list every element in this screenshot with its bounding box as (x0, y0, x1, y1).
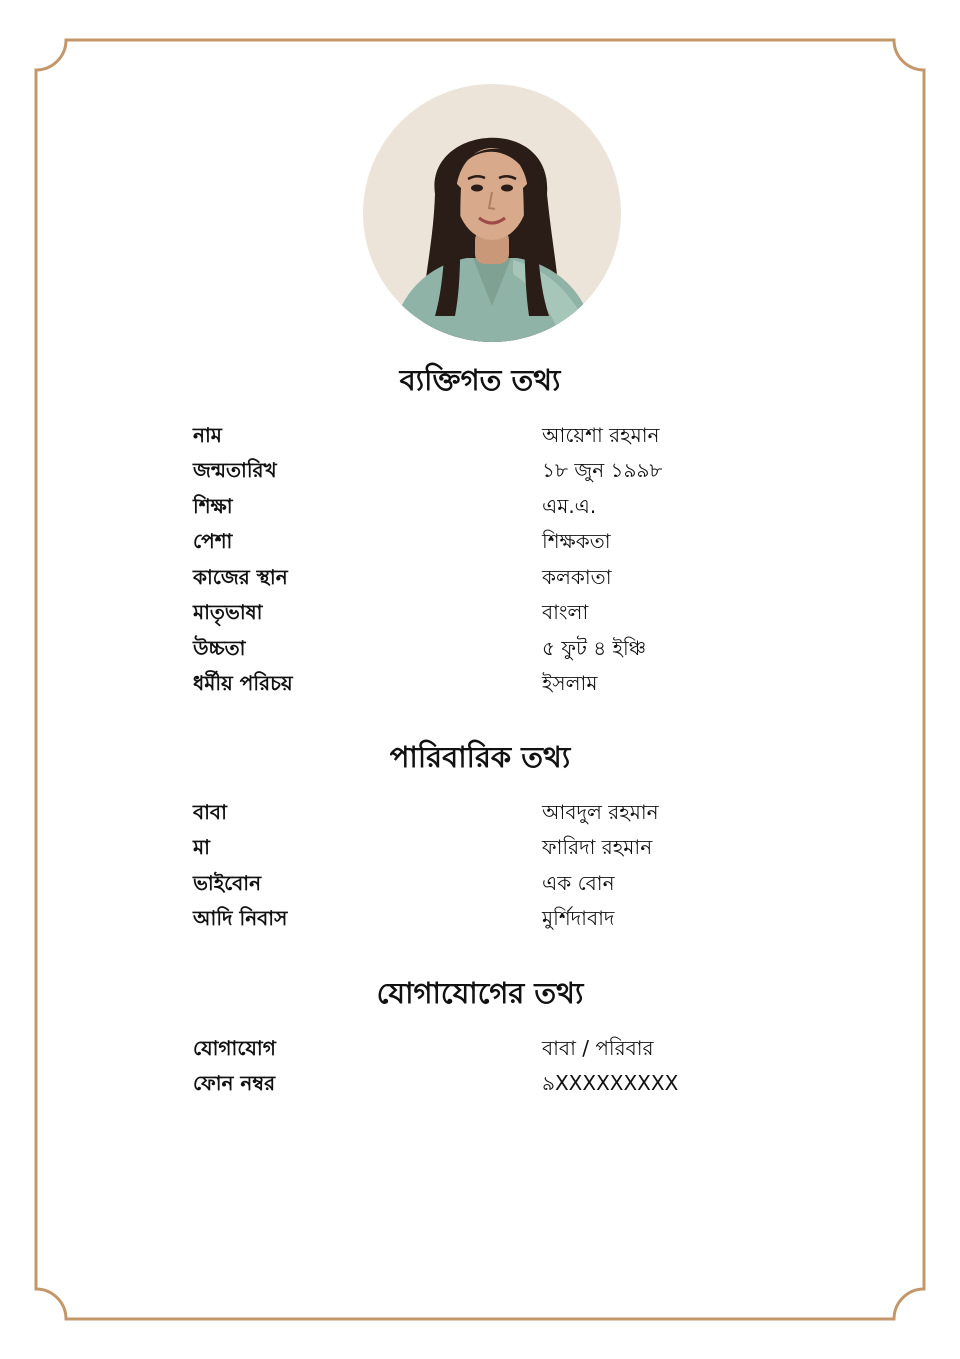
section-title-personal: ব্যক্তিগত তথ্য (399, 363, 561, 397)
info-row-education (193, 488, 793, 524)
info-label: আদি নিবাস (193, 906, 288, 931)
info-row-native-place (193, 901, 793, 937)
info-value: আবদুল রহমান (542, 799, 659, 824)
section-title-contact: যোগাযোগের তথ্য (376, 976, 584, 1010)
info-label: যোগাযোগ (193, 1035, 276, 1060)
info-row-profession (193, 524, 793, 560)
info-row-father (193, 794, 793, 830)
info-row-phone (193, 1066, 793, 1102)
info-label: পেশা (193, 529, 233, 554)
info-label: ভাইবোন (193, 870, 262, 895)
info-row-birthdate (193, 453, 793, 489)
family-info-list (193, 794, 793, 936)
info-label: কাজের স্থান (193, 564, 288, 589)
info-value: এক বোন (542, 870, 615, 895)
info-row-religion (193, 666, 793, 702)
contact-info-list (193, 1030, 793, 1101)
info-label: ধর্মীয় পরিচয় (193, 671, 293, 696)
info-value: এম.এ. (542, 493, 597, 518)
info-value: আয়েশা রহমান (542, 422, 660, 447)
info-value: মুর্শিদাবাদ (542, 906, 615, 931)
info-row-height (193, 630, 793, 666)
section-title-family: পারিবারিক তথ্য (389, 740, 571, 774)
info-row-contact (193, 1030, 793, 1066)
info-row-mother-tongue (193, 595, 793, 631)
info-value: শিক্ষকতা (542, 529, 611, 554)
info-value: বাংলা (542, 600, 589, 625)
info-label: উচ্চতা (193, 635, 246, 660)
personal-info-list (193, 417, 793, 701)
info-label: শিক্ষা (193, 493, 233, 518)
info-value: ইসলাম (542, 671, 598, 696)
info-label: জন্মতারিখ (193, 458, 277, 483)
info-value: কলকাতা (542, 564, 612, 589)
info-value: ফারিদা রহমান (542, 835, 653, 860)
info-row-workplace (193, 559, 793, 595)
info-row-name (193, 417, 793, 453)
info-row-mother (193, 830, 793, 866)
info-label: মা (193, 835, 210, 860)
info-value: ১৮ জুন ১৯৯৮ (542, 458, 663, 483)
info-label: মাতৃভাষা (193, 600, 263, 625)
info-row-siblings (193, 865, 793, 901)
info-label: ফোন নম্বর (193, 1071, 276, 1096)
info-label: বাবা (193, 799, 227, 824)
info-value: বাবা / পরিবার (542, 1035, 654, 1060)
profile-photo (363, 84, 621, 342)
info-value: ৯XXXXXXXXX (542, 1071, 679, 1096)
info-label: নাম (193, 422, 222, 447)
info-value: ৫ ফুট ৪ ইঞ্চি (542, 635, 647, 660)
